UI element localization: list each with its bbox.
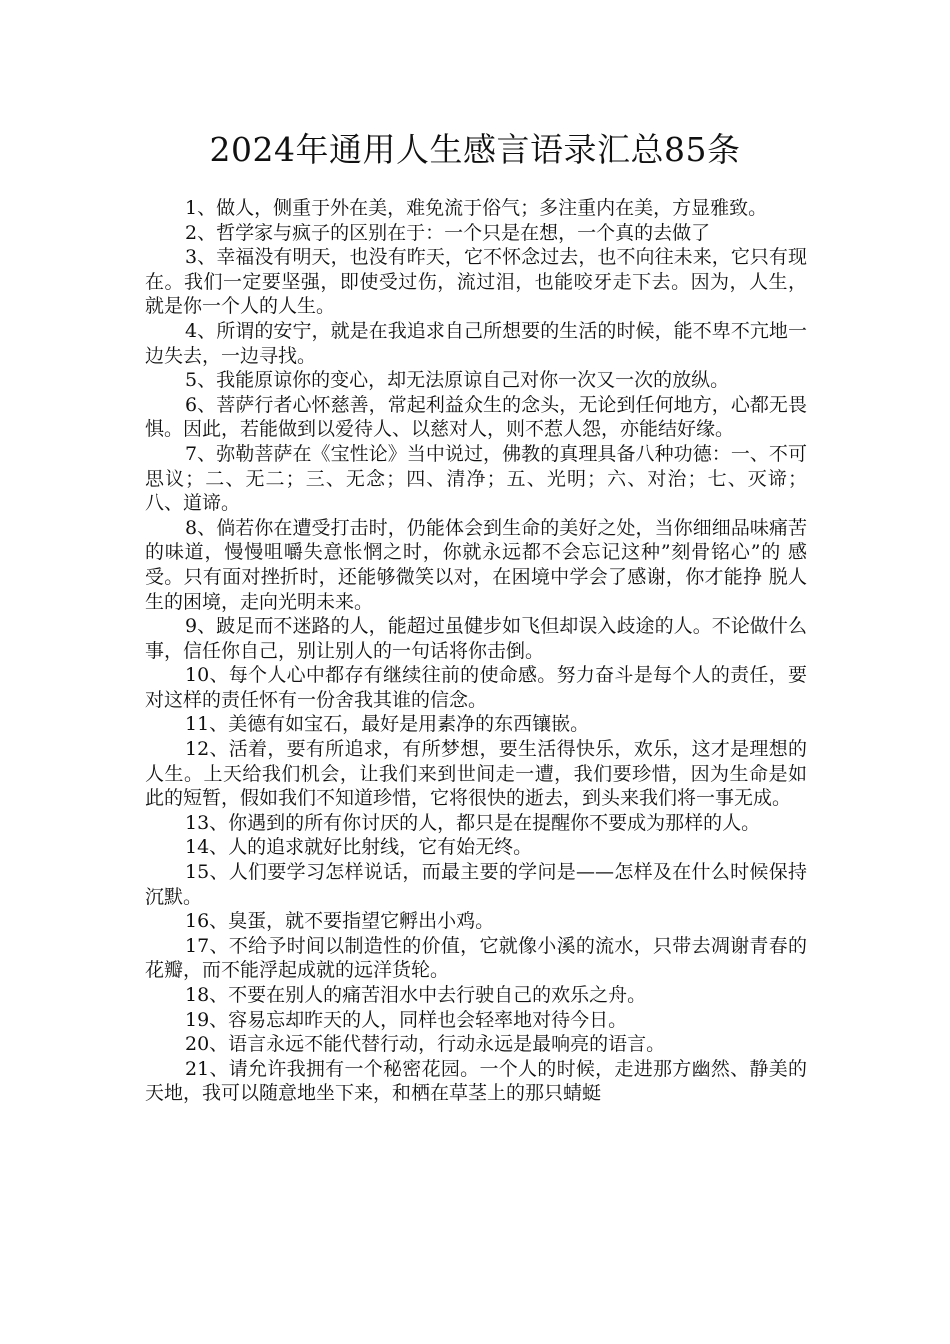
paragraph-18: 18、不要在别人的痛苦泪水中去行驶自己的欢乐之舟。 [185, 984, 647, 1006]
paragraph-8: 8、倘若你在遭受打击时，仍能体会到生命的美好之处，当你细细品味痛苦 的味道，慢慢咀嚼失意怅惘之时，你就永远都不会忘记这种”刻骨铭心”的 感受。只有面对挫折时，还能够微笑以对，在困境中学会了感谢，你才能挣 脱人生的困境，走向光明未来。 [145, 516, 807, 613]
paragraph-3: 3、幸福没有明天，也没有昨天，它不怀念过去，也不向往未来，它只有现在。我们一定要坚强，即使受过伤，流过泪，也能咬牙走下去。因为，人生，就是你一个人的人生。 [145, 246, 807, 318]
paragraph-21: 21、请允许我拥有一个秘密花园。一个人的时候，走进那方幽然、静美的天地，我可以随意地坐下来，和栖在草茎上的那只蜻蜓 [145, 1057, 807, 1105]
paragraph-6: 6、菩萨行者心怀慈善，常起利益众生的念头，无论到任何地方，心都无畏惧。因此，若能做到以爱待人、以慈对人，则不惹人怨，亦能结好缘。 [145, 393, 807, 441]
paragraph-11: 11、美德有如宝石，最好是用素净的东西镶嵌。 [185, 713, 590, 736]
document-title: 2024年通用人生感言语录汇总85条 [209, 130, 741, 169]
paragraph-4: 4、所谓的安宁，就是在我追求自己所想要的生活的时候，能不卑不亢地一边失去，一边寻找。 [145, 319, 807, 367]
paragraph-1: 1、做人，侧重于外在美，难免流于俗气；多注重内在美，方显雅致。 [185, 197, 768, 219]
paragraph-5: 5、我能原谅你的变心，却无法原谅自己对你一次又一次的放纵。 [185, 369, 730, 392]
document-body [145, 196, 807, 1106]
paragraph-12: 12、活着，要有所追求，有所梦想，要生活得快乐，欢乐，这才是理想的人生。上天给我们机会，让我们来到世间走一遭，我们要珍惜，因为生命是如此的短暂，假如我们不知道珍惜，它将很快的逝去，到头来我们将一事无成。 [145, 738, 807, 810]
paragraph-13: 13、你遇到的所有你讨厌的人，都只是在提醒你不要成为那样的人。 [185, 811, 761, 834]
paragraph-7: 7、弥勒菩萨在《宝性论》当中说过，佛教的真理具备八种功德：一、不可思议；二、无二；三、无念；四、清净；五、光明；六、对治；七、灭谛；八、道谛。 [145, 442, 807, 515]
paragraph-20: 20、语言永远不能代替行动，行动永远是最响亮的语言。 [185, 1033, 666, 1056]
paragraph-16: 16、臭蛋，就不要指望它孵出小鸡。 [185, 910, 495, 933]
paragraph-15: 15、人们要学习怎样说话，而最主要的学问是——怎样及在什么时候保持沉默。 [145, 861, 807, 908]
paragraph-10: 10、每个人心中都存有继续往前的使命感。努力奋斗是每个人的责任，要对这样的责任怀有一份舍我其谁的信念。 [145, 664, 807, 711]
paragraph-14: 14、人的追求就好比射线，它有始无终。 [185, 836, 533, 859]
paragraph-17: 17、不给予时间以制造性的价值，它就像小溪的流水，只带去凋谢青春的花瓣，而不能浮起成就的远洋货轮。 [145, 934, 807, 982]
paragraph-9: 9、跛足而不迷路的人，能超过虽健步如飞但却误入歧途的人。不论做什么事，信任你自己，别让别人的一句话将你击倒。 [145, 615, 807, 662]
paragraph-2: 2、哲学家与疯子的区别在于：一个只是在想，一个真的去做了 [185, 221, 711, 244]
paragraph-19: 19、容易忘却昨天的人，同样也会轻率地对待今日。 [185, 1008, 628, 1031]
